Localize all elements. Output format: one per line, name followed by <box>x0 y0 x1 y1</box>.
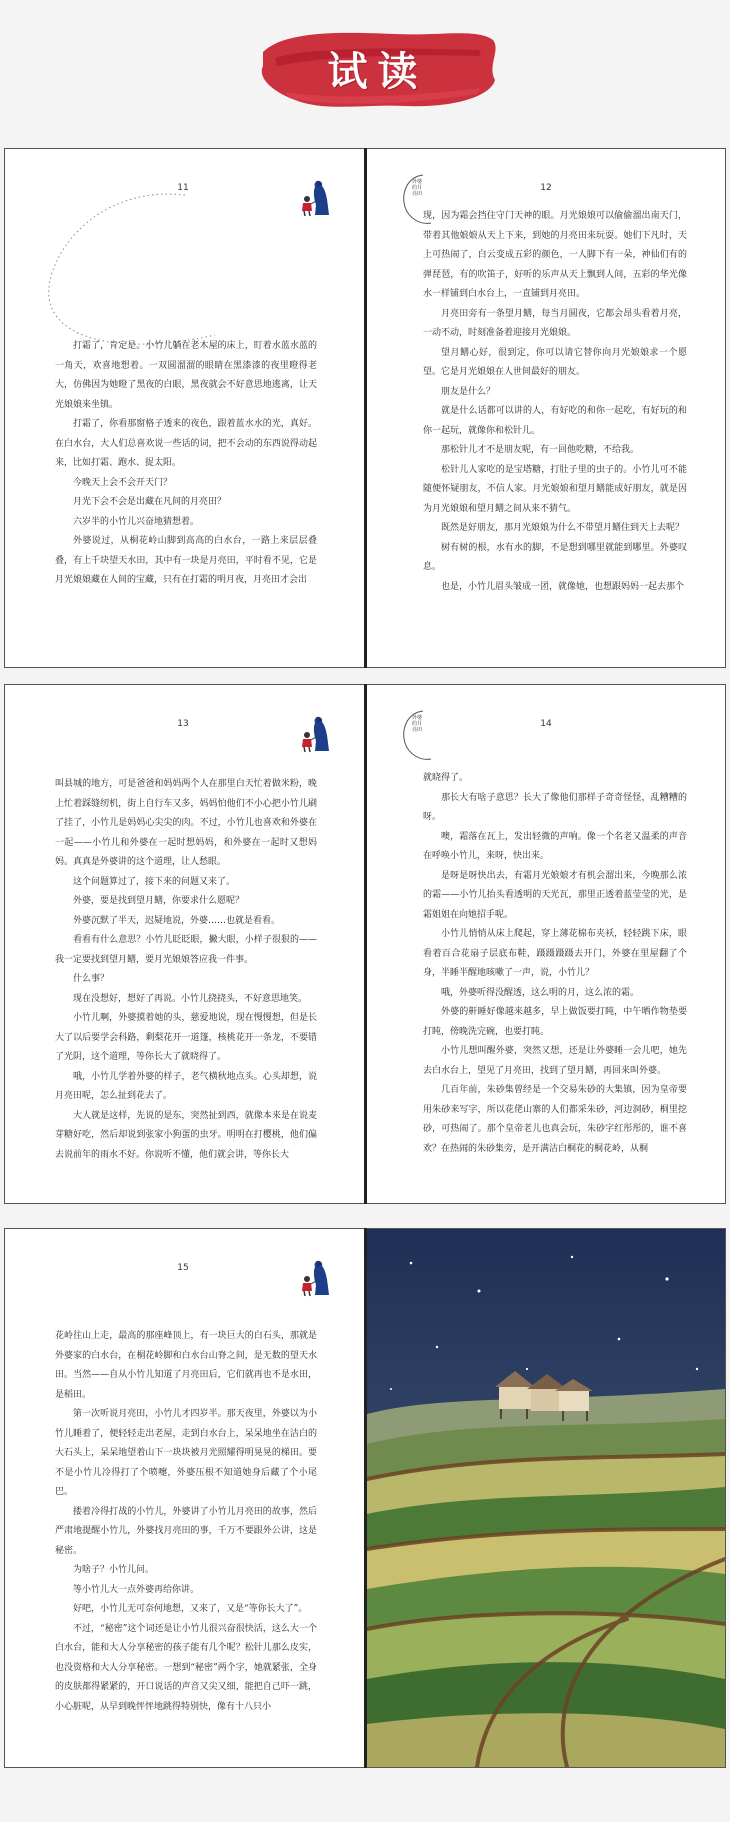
paragraph: 外婆的鼾睡好像越来越多，早上做饭要打盹，中午晒作物垫要打盹，傍晚洗完碗，也要打盹。 <box>423 1007 687 1037</box>
page-13 <box>5 685 361 1203</box>
paragraph: 月光下会不会是出藏在凡间的月亮田？ <box>73 497 227 507</box>
paragraph: 是呀是呀快出去，有霜月光娘娘才有机会溜出来，今晚那么浓的霜——小竹儿抬头看透明的天光瓦，那里正透着蓝莹莹的光，是霜姐姐在向她招手呢。 <box>423 870 687 920</box>
page-12-text <box>423 207 687 597</box>
dotted-arc-decoration <box>35 187 225 357</box>
paragraph: 不过，“秘密”这个词还是让小竹儿很兴奋很快活，这么大一个白水台，能和大人分享秘密的孩子能有几个呢？松针儿那么皮实，也没资格和大人分享秘密。一想到“秘密”两个字，她就紧张，全身的皮肤都得紧紧的，开口说话的声音又尖又细，能把自己吓一跳，小心脏呢，从早到晚怦怦地跳得特别快，像有十八只小 <box>55 1623 317 1712</box>
page-12 <box>367 149 725 667</box>
grandma-child-icon <box>295 177 331 217</box>
paragraph: 松针儿人家吃的是宝塔糖，打肚子里的虫子的。小竹儿可不能随便怀疑朋友，不信人家。月光娘娘和望月鳝能成好朋友，就是因为月光娘娘和望月鳝之间从来不猜气。 <box>423 464 687 514</box>
paragraph: 哦，小竹儿学着外婆的样子，老气横秋地点头。心头却想，说月亮田呢，怎么扯到花去了。 <box>55 1071 317 1101</box>
page-15-text <box>55 1327 317 1717</box>
page-number: 12 <box>540 183 552 193</box>
page-14-text <box>423 769 687 1159</box>
terraced-fields-night-illustration <box>367 1229 725 1767</box>
paragraph: 六岁半的小竹儿兴奋地猜想着。 <box>73 516 200 527</box>
paragraph: 就是什么话都可以讲的人，有好吃的和你一起吃，有好玩的和你一起玩，就像你和松针儿。 <box>423 406 687 436</box>
book-spread-2 <box>4 684 726 1204</box>
paragraph: 第一次听说月亮田，小竹儿才四岁半。那天夜里，外婆以为小竹儿睡着了，便轻轻走出老屋，走到白水台上，呆呆地坐在洁白的大石头上，呆呆地望着山下一块块被月光照耀得明晃晃的梯田。要不是小竹儿冷得打了个喷嚏，外婆压根不知道她身后藏了个小尾巴。 <box>55 1409 317 1497</box>
page-number: 15 <box>177 1263 189 1273</box>
paragraph: 月亮田旁有一条望月鳝，每当月圆夜，它都会昂头看着月亮，一动不动，时刻准备着迎接月光娘娘。 <box>423 308 687 338</box>
seal-text: 外婆的月亮田 <box>412 715 423 733</box>
grandma-child-icon <box>295 1257 331 1297</box>
paragraph: 大人就是这样，先说的是东，突然扯到西，就像本来是在说麦芽糖好吃，然后却说到张家小狗蛋的虫牙。明明在打樱桃，他们偏去说前年的雨水不好。你说听不懂，他们就会讲，等你长大 <box>55 1110 317 1160</box>
paragraph: 小竹儿想叫醒外婆，突然又想，还是让外婆睡一会儿吧，她先去白水台上，望见了月亮田，找到了望月鳝，再回来叫外婆。 <box>423 1046 687 1076</box>
paragraph: 看看有什么意思？小竹儿眨眨眼，撇大眼，小样子很狠的——我一定要找到望月鳝，要月光娘娘答应我一件事。 <box>55 935 317 965</box>
paragraph: 小竹儿悄悄从床上爬起，穿上薄花棉布夹袄，轻轻跳下床，眼看着百合花扇子层底布鞋，蹑蹑蹑蹑去开门，外婆在里屋翻了个身，半睡半醒地咳嗽了一声，说，小竹儿？ <box>423 929 687 978</box>
book-seal <box>397 707 437 763</box>
paragraph: 望月鳝心好，很到定，你可以请它替你向月光娘娘求一个愿望。它是月光娘娘在人世间最好的朋友。 <box>423 347 687 377</box>
seal-text: 外婆的月亮田 <box>412 179 423 197</box>
page-15 <box>5 1229 361 1767</box>
book-spread-3 <box>4 1228 726 1768</box>
page-number: 13 <box>177 719 189 729</box>
paragraph: 外婆说过，从桐花岭山脚到高高的白水台，一路上来层层叠叠，有上千块望天水田，其中有一块是月亮田，平时看不见，它是月光娘娘藏在人间的宝藏，只有在打霜的明月夜，月亮田才会出 <box>55 536 317 585</box>
paragraph: 打霜了，肯定是。小竹儿躺在老木屋的床上，盯着水蓝水蓝的一角天，欢喜地想着。一双圆溜溜的眼睛在黑漆漆的夜里瞪得老大，仿佛因为她瞪了黑夜的白眼，黑夜就会不好意思地逃离，让天光娘娘来坐镇。 <box>55 341 317 410</box>
paragraph: 今晚天上会不会开天门？ <box>73 477 173 488</box>
paragraph: 噢，霜落在瓦上，发出轻微的声响。像一个名老又温柔的声音在呼唤小竹儿，来呀，快出来。 <box>423 831 687 861</box>
paragraph: 几百年前，朱砂集曾经是一个交易朱砂的大集镇，因为皇帝要用朱砂来写字，所以花佬山寨的人们都采朱砂，河边洞砂，桐里挖砂，可热闹了。那个皇帝老儿也真会玩，朱砂字红彤彤的，谁不喜欢？在热闹的朱砂集旁，是开满洁白桐花的桐花岭，从桐 <box>423 1085 687 1154</box>
paragraph: 那松针儿才不是朋友呢，有一回他吃糖，不给我。 <box>441 445 640 455</box>
paragraph: 花岭往山上走，最高的那座峰顶上，有一块巨大的白石头，那就是外婆家的白水台，在桐花岭脚和白水台山脊之间，是无数的望天水田。当然——自从小竹儿知道了月亮田后，它们就再也不是水田，是稻田。 <box>55 1331 317 1400</box>
paragraph: 为啥子？小竹儿问。 <box>73 1565 155 1575</box>
page-number: 11 <box>177 183 189 193</box>
paragraph: 搂着冷得打战的小竹儿，外婆讲了小竹儿月亮田的故事，然后严肃地提醒小竹儿，外婆找月亮田的事，千万不要跟外公讲，这是秘密。 <box>55 1506 317 1556</box>
paragraph: 现，因为霜会挡住守门天神的眼。月光娘娘可以偷偷溜出南天门，带着其他娘娘从天上下来，到她的月亮田来玩耍。她们下凡时，天上可热闹了，白云变成五彩的颜色，一人脚下有一朵，神仙们有的弹琵琶，有的吹笛子，好听的乐声从天上飘到人间，五彩的华光像水一样铺到白水台上，一直铺到月亮田。 <box>423 211 687 299</box>
book-spread-1 <box>4 148 726 668</box>
banner-title: 试读 <box>327 49 428 95</box>
grandma-child-icon <box>295 713 331 753</box>
page-number: 14 <box>540 719 552 729</box>
paragraph: 现在没想好，想好了再说。小竹儿挠挠头，不好意思地笑。 <box>73 993 308 1004</box>
paragraph: 等小竹儿大一点外婆再给你讲。 <box>73 1584 200 1595</box>
paragraph: 这个问题算过了，接下来的问题又来了。 <box>73 876 236 887</box>
illustration-page <box>367 1229 725 1767</box>
paragraph: 就晓得了。 <box>423 773 469 783</box>
page-11 <box>5 149 361 667</box>
page-11-text <box>55 337 317 591</box>
paragraph: 朋友是什么？ <box>441 386 496 397</box>
paragraph: 哦，外婆听得没醒透，这么明的月，这么浓的霜。 <box>441 987 640 998</box>
paragraph: 外婆，要是找到望月鳝，你要求什么愿呢？ <box>73 896 245 906</box>
page-14 <box>367 685 725 1203</box>
paragraph: 好吧，小竹儿无可奈何地想，又来了，又是“等你长大了”。 <box>73 1604 308 1614</box>
page-13-text <box>55 775 317 1165</box>
title-banner <box>255 22 500 114</box>
paragraph: 小竹儿啊，外婆摸着她的头，慈爱地说，现在慢慢想，但是长大了以后要学会科路，剩梨花开一道篷，核桃花开一条龙，不要错了光阴，这个道理，等你长大了就晓得了。 <box>55 1013 317 1062</box>
paragraph: 也是，小竹儿眉头皱成一团，就像她，也想跟妈妈一起去那个 <box>441 581 685 592</box>
paragraph: 既然是好朋友，那月光娘娘为什么不带望月鳝住到天上去呢？ <box>441 523 685 533</box>
paragraph: 那长大有啥子意思？长大了像他们那样子奇奇怪怪，乱糟糟的呀。 <box>423 792 687 822</box>
paragraph: 外婆沉默了半天，迟疑地说，外婆……也就是看看。 <box>73 915 281 926</box>
paragraph: 什么事？ <box>73 974 110 984</box>
paragraph: 打霜了，你看那窗格子透来的夜色，跟着蓝水水的光，真好。在白水台，大人们总喜欢说一些话的词，把不会动的东西说得动起来，比如打霜、跑水、捉太阳。 <box>55 419 317 468</box>
paragraph: 叫县城的地方，可是爸爸和妈妈两个人在那里白天忙着做米粉，晚上忙着踩缝纫机，街上自行车又多，妈妈怕他们不小心把小竹儿刷了挂了，小竹儿是妈妈心尖尖的肉。不过，小竹儿也喜欢和外婆在一起——小竹儿和外婆在一起时想妈妈，和外婆在一起时又想妈妈。真真是外婆讲的这个道理，让人愁眼。 <box>55 779 317 867</box>
paragraph: 树有树的根，水有水的脚，不是想到哪里就能到哪里。外婆叹息。 <box>423 542 687 572</box>
